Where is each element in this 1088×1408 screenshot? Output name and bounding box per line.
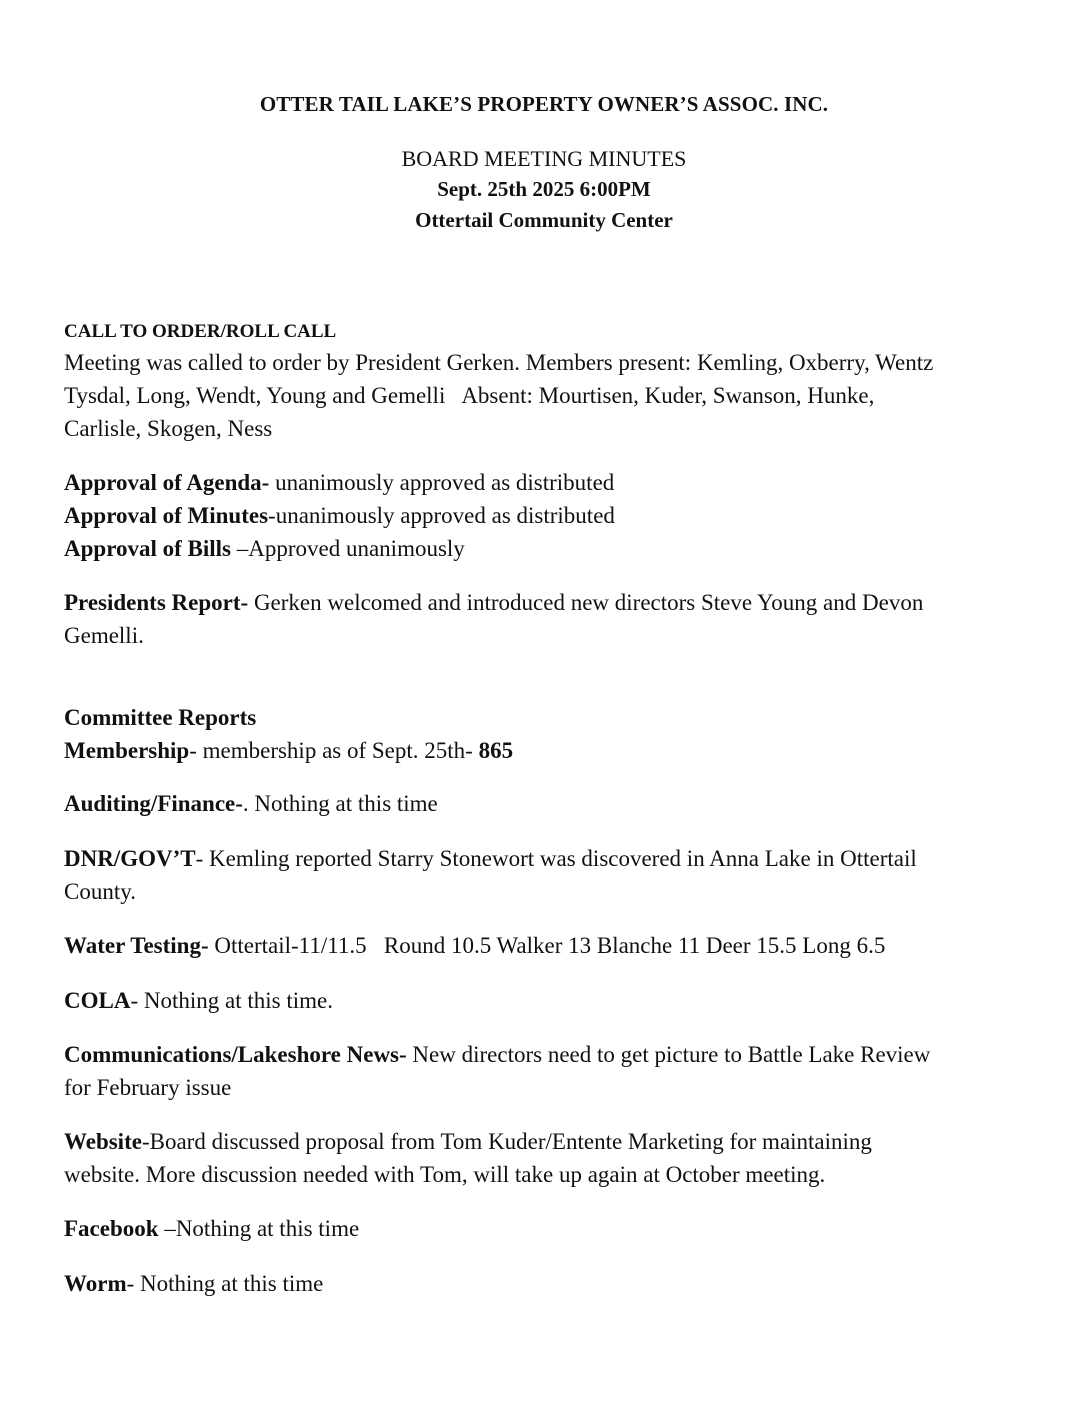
membership-report <box>64 734 1024 767</box>
committee-reports-heading: Committee Reports <box>64 705 257 730</box>
presidents-report-line-2: Gemelli. <box>64 623 144 648</box>
cola-report <box>64 984 1024 1017</box>
dnr-gov-report <box>64 842 1024 908</box>
website-line-1 <box>64 1125 1024 1158</box>
communications-line-1 <box>64 1038 1024 1071</box>
communications-text: New directors need to get picture to Battle Lake Review <box>406 1042 931 1067</box>
website-line-2: website. More discussion needed with Tom, will take up again at October meeting. <box>64 1162 826 1187</box>
meeting-location: Ottertail Community Center <box>415 208 673 232</box>
dnr-gov-label: DNR/GOV’T <box>64 846 196 871</box>
worm-label: Worm <box>64 1271 127 1296</box>
auditing-finance-label: Auditing/Finance- <box>64 791 243 816</box>
call-to-order-heading: CALL TO ORDER/ROLL CALL <box>64 321 337 342</box>
approval-minutes <box>64 499 1024 532</box>
presidents-report-section <box>64 586 1024 652</box>
facebook-line <box>64 1212 1024 1245</box>
dnr-gov-line-1 <box>64 842 1024 875</box>
auditing-finance-report <box>64 787 1024 820</box>
worm-text: - Nothing at this time <box>126 1271 324 1296</box>
communications-line-2: for February issue <box>64 1075 232 1100</box>
website-report <box>64 1125 1024 1191</box>
dnr-gov-text: - Kemling reported Starry Stonewort was discovered in Anna Lake in Ottertail <box>195 846 917 871</box>
approval-bills <box>64 532 1024 565</box>
membership-label: Membership <box>64 738 190 763</box>
facebook-label: Facebook <box>64 1216 165 1241</box>
dnr-gov-line-2: County. <box>64 879 136 904</box>
approval-agenda <box>64 466 1024 499</box>
presidents-report-line-1 <box>64 586 1024 619</box>
presidents-report-label: Presidents Report- <box>64 590 249 615</box>
approvals-section <box>64 466 1024 565</box>
roll-call-line-3: Carlisle, Skogen, Ness <box>64 416 273 441</box>
website-text: -Board discussed proposal from Tom Kuder/Entente Marketing for maintaining <box>141 1129 872 1154</box>
cola-text: - Nothing at this time. <box>130 988 333 1013</box>
approval-agenda-text: unanimously approved as distributed <box>269 470 615 495</box>
approval-bills-label: Approval of Bills <box>64 536 231 561</box>
communications-label: Communications/Lakeshore News- <box>64 1042 407 1067</box>
approval-minutes-text: -unanimously approved as distributed <box>268 503 615 528</box>
roll-call-line-1: Meeting was called to order by President Gerken. Members present: Kemling, Oxberry, Wentz <box>64 350 934 375</box>
committee-reports-section <box>64 701 1024 767</box>
approval-bills-text: –Approved unanimously <box>231 536 465 561</box>
meeting-date-time: Sept. 25th 2025 6:00PM <box>437 177 651 201</box>
worm-line <box>64 1267 1024 1300</box>
approval-minutes-label: Approval of Minutes <box>64 503 269 528</box>
communications-report <box>64 1038 1024 1104</box>
organization-name: OTTER TAIL LAKE’S PROPERTY OWNER’S ASSOC. INC. <box>259 92 829 116</box>
presidents-report-text: Gerken welcomed and introduced new directors Steve Young and Devon <box>248 590 924 615</box>
roll-call-line-2: Tysdal, Long, Wendt, Young and Gemelli Absent: Mourtisen, Kuder, Swanson, Hunke, <box>64 383 875 408</box>
membership-count: 865 <box>478 738 514 763</box>
water-testing-report <box>64 929 1024 962</box>
approval-agenda-label: Approval of Agenda- <box>64 470 270 495</box>
membership-text: - membership as of Sept. 25th- <box>189 738 479 763</box>
auditing-finance-text: . Nothing at this time <box>242 791 438 816</box>
worm-report <box>64 1267 1024 1300</box>
water-testing-label: Water Testing- <box>64 933 209 958</box>
facebook-text: –Nothing at this time <box>164 1216 360 1241</box>
water-testing-text: Ottertail-11/11.5 Round 10.5 Walker 13 Blanche 11 Deer 15.5 Long 6.5 <box>208 933 886 958</box>
call-to-order-section <box>64 320 1024 445</box>
document-title: BOARD MEETING MINUTES <box>401 146 687 171</box>
cola-label: COLA <box>64 988 131 1013</box>
website-label: Website <box>64 1129 142 1154</box>
auditing-finance-line <box>64 787 1024 820</box>
facebook-report <box>64 1212 1024 1245</box>
water-testing-line <box>64 929 1024 962</box>
cola-line <box>64 984 1024 1017</box>
